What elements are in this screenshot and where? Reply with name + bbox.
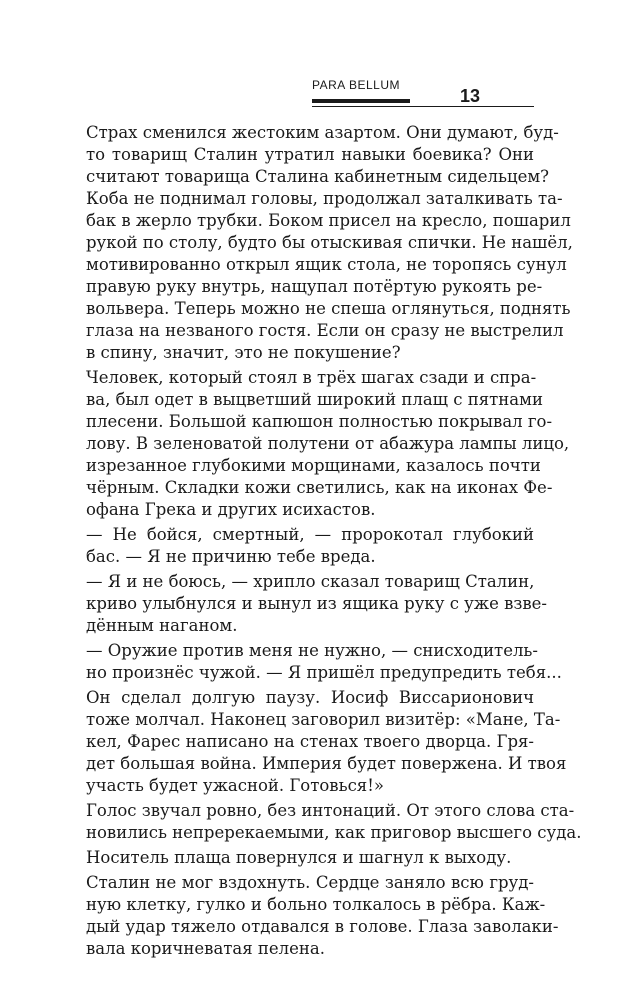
- text-line: считают товарища Сталина кабинетным сидельцем?: [86, 167, 550, 186]
- text-line: глаза на незваного гостя. Если он сразу не выстрелил: [86, 321, 564, 340]
- text-line: кел, Фарес написано на стенах твоего дворца. Гря-: [86, 732, 534, 751]
- text-line: Он сделал долгую паузу. Иосиф Виссарионович: [86, 688, 534, 707]
- body-text: [86, 122, 582, 960]
- running-head: [312, 70, 534, 110]
- page-number: 13: [460, 86, 481, 106]
- text-line: бак в жерло трубки. Боком присел на кресло, пошарил: [86, 211, 571, 230]
- text-line: но произнёс чужой. — Я пришёл предупредить тебя...: [86, 663, 562, 682]
- running-head-thick-rule: [312, 99, 410, 103]
- text-line: дет большая война. Империя будет повержена. И твоя: [86, 754, 567, 773]
- text-line: в спину, значит, это не покушение?: [86, 343, 401, 362]
- text-line: лову. В зеленоватой полутени от абажура лампы лицо,: [86, 434, 570, 453]
- text-line: мотивированно открыл ящик стола, не торопясь сунул: [86, 255, 567, 274]
- text-line: бас. — Я не причиню тебе вреда.: [86, 547, 376, 566]
- text-line: Страх сменился жестоким азартом. Они думают, буд-: [86, 123, 559, 142]
- text-line: дый удар тяжело отдавался в голове. Глаза заволаки-: [86, 917, 559, 936]
- text-line: плесени. Большой капюшон полностью покрывал го-: [86, 412, 553, 431]
- text-line: вала коричневатая пелена.: [86, 939, 326, 958]
- text-line: криво улыбнулся и вынул из ящика руку с уже взве-: [86, 594, 547, 613]
- text-line: Сталин не мог вздохнуть. Сердце заняло всю груд-: [86, 873, 534, 892]
- text-line: дённым наганом.: [86, 616, 238, 635]
- text-line: чёрным. Складки кожи светились, как на иконах Фе-: [86, 478, 553, 497]
- text-line: изрезанное глубокими морщинами, казалось почти: [86, 456, 541, 475]
- running-head-thin-rule: [312, 106, 534, 107]
- text-line: ва, был одет в выцветший широкий плащ с пятнами: [86, 390, 543, 409]
- text-line: Человек, который стоял в трёх шагах сзади и спра-: [86, 368, 537, 387]
- text-line: новились непререкаемыми, как приговор высшего суда.: [86, 823, 582, 842]
- text-line: рукой по столу, будто бы отыскивая спички. Не нашёл,: [86, 233, 573, 252]
- text-line: вольвера. Теперь можно не спеша оглянуться, поднять: [86, 299, 571, 318]
- running-head-title: PARA BELLUM: [312, 78, 400, 92]
- text-line: — Я и не боюсь, — хрипло сказал товарищ Сталин,: [86, 572, 535, 591]
- text-line: правую руку внутрь, нащупал потёртую рукоять ре-: [86, 277, 543, 296]
- text-line: Носитель плаща повернулся и шагнул к выходу.: [86, 848, 512, 867]
- text-line: то товарищ Сталин утратил навыки боевика? Они: [86, 145, 534, 164]
- text-line: тоже молчал. Наконец заговорил визитёр: «Мане, Та-: [86, 710, 561, 729]
- text-line: офана Грека и других исихастов.: [86, 500, 376, 519]
- text-line: — Оружие против меня не нужно, — снисходитель-: [86, 641, 538, 660]
- text-line: участь будет ужасной. Готовься!»: [86, 776, 384, 795]
- text-line: ную клетку, гулко и больно толкалось в рёбра. Каж-: [86, 895, 546, 914]
- text-line: Голос звучал ровно, без интонаций. От этого слова ста-: [86, 801, 575, 820]
- text-line: — Не бойся, смертный, — пророкотал глубокий: [86, 525, 534, 544]
- text-line: Коба не поднимал головы, продолжал заталкивать та-: [86, 189, 563, 208]
